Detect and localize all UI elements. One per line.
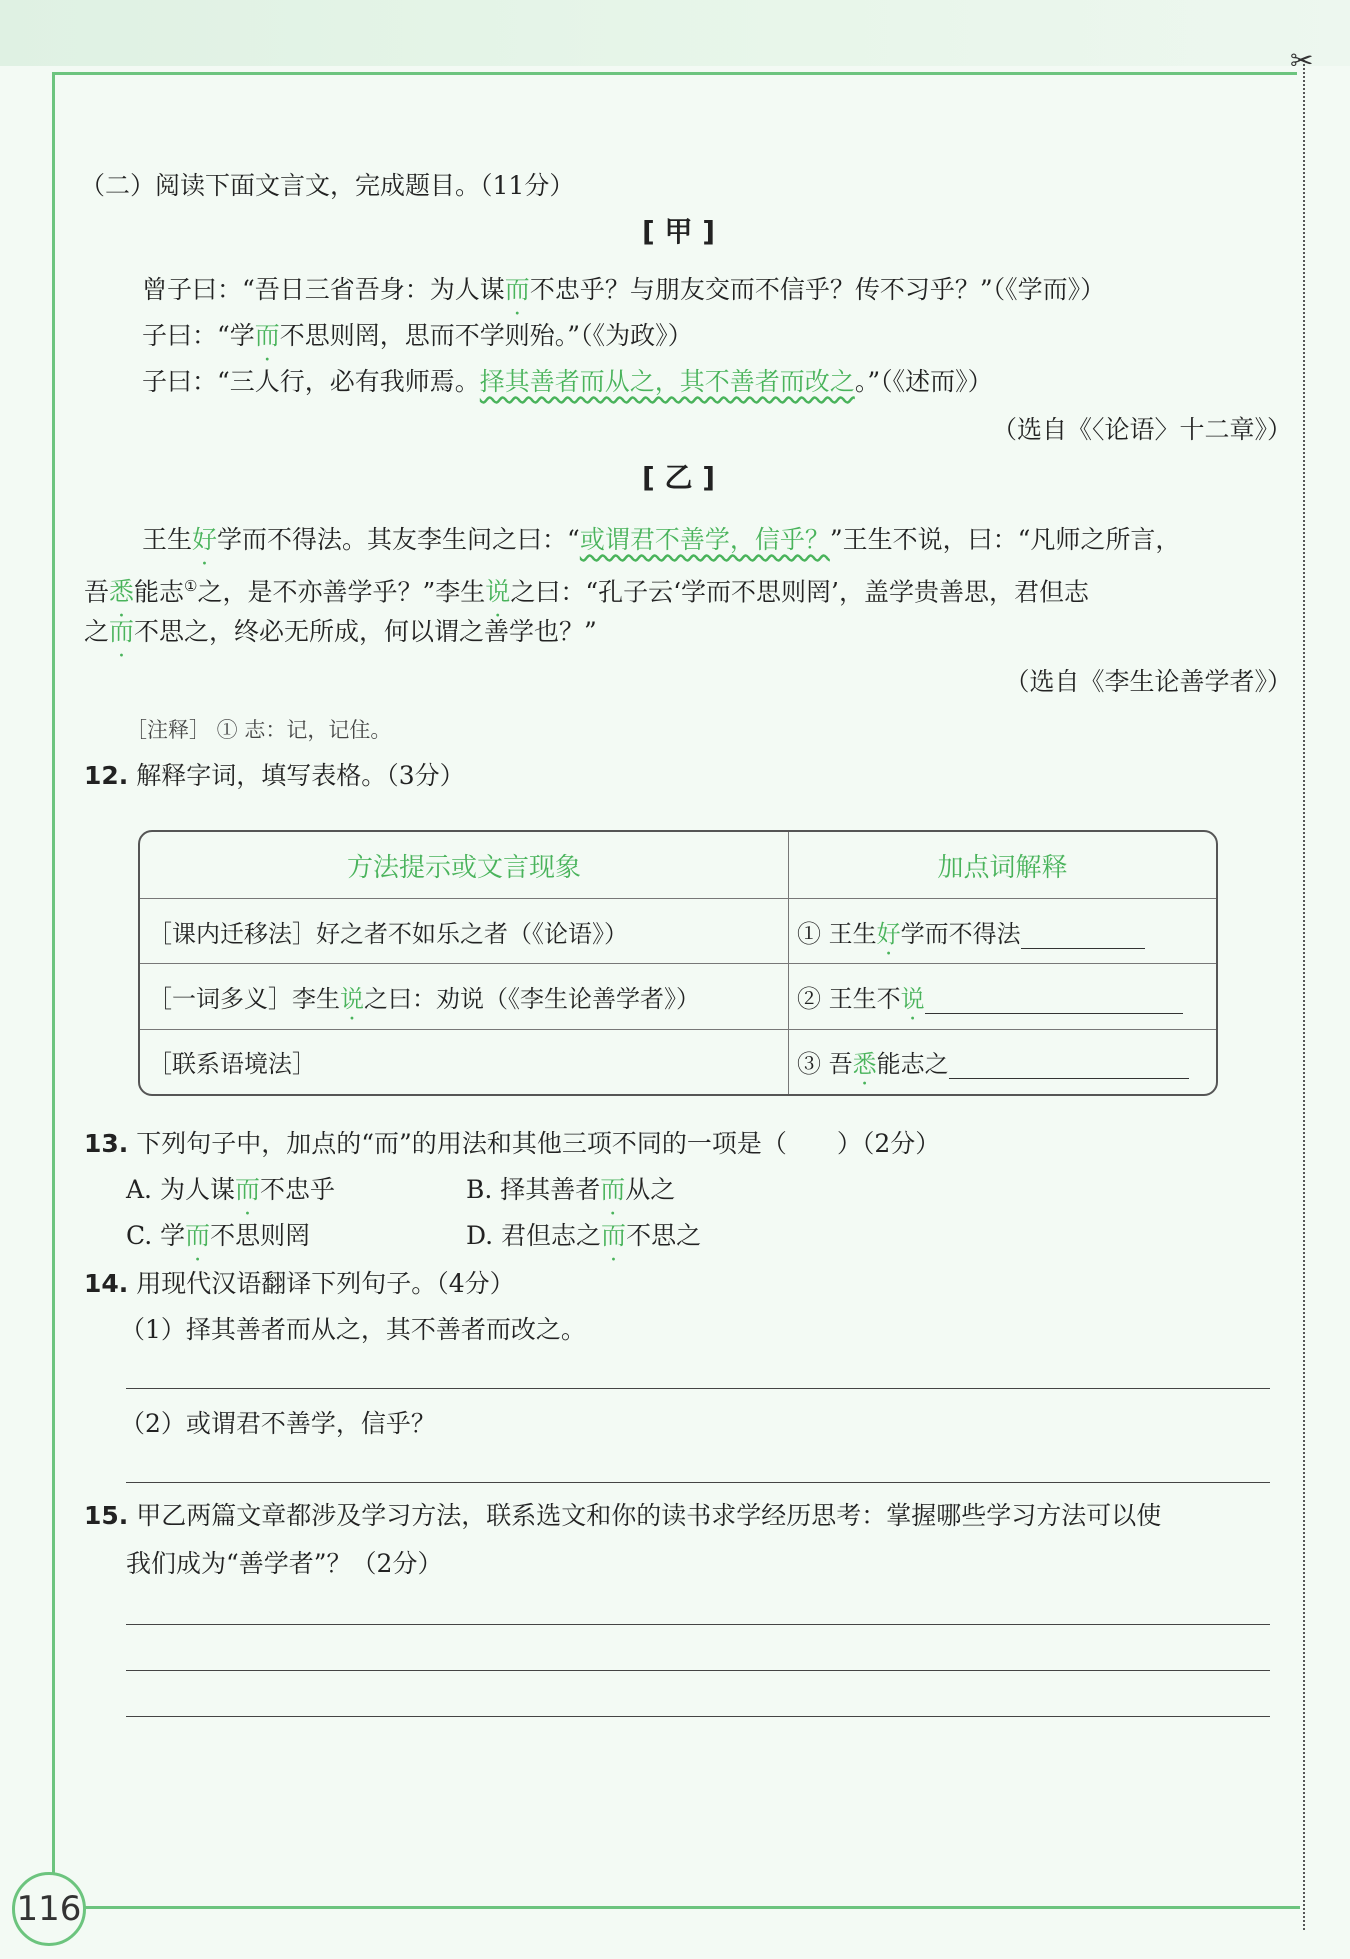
annotation: ［注释］ ① 志：记，记住。	[126, 718, 392, 742]
answer-line[interactable]	[126, 1670, 1270, 1671]
table-cell: ① 王生好学而不得法	[789, 899, 1217, 964]
table-header-explain: 加点词解释	[789, 832, 1217, 899]
q12-table	[138, 830, 1218, 1096]
table-header-method: 方法提示或文言现象	[140, 832, 789, 899]
answer-line[interactable]	[126, 1482, 1270, 1483]
table-cell: ③ 吾悉能志之	[789, 1029, 1217, 1094]
cut-line	[1303, 60, 1305, 1930]
footnote-marker: ①	[184, 577, 198, 595]
page-number: 116	[12, 1872, 86, 1946]
jia-line-1: 曾子曰：“吾日三省吾身：为人谋而不忠乎？与朋友交而不信乎？传不习乎？”（《学而》）	[142, 275, 1106, 304]
wavy-underlined-sentence: 择其善者而从之，其不善者而改之	[479, 367, 855, 396]
table-cell: ［课内迁移法］好之者不如乐之者（《论语》）	[140, 899, 789, 964]
dot-char: 而	[109, 617, 135, 646]
jia-source: （选自《〈论语〉十二章》）	[991, 415, 1292, 444]
jia-line-2: 子曰：“学而不思则罔，思而不学则殆。”（《为政》）	[142, 321, 693, 350]
q13-option-a[interactable]: A. 为人谋而不忠乎	[126, 1175, 335, 1204]
answer-blank[interactable]	[949, 1052, 1189, 1079]
q13-option-b[interactable]: B. 择其善者而从之	[466, 1175, 676, 1204]
table-cell: ［联系语境法］	[140, 1029, 789, 1094]
dot-char: 说	[485, 577, 511, 607]
q13-prompt: 13. 下列句子中，加点的“而”的用法和其他三项不同的一项是（ ）（2分）	[84, 1129, 941, 1158]
q13-option-c[interactable]: C. 学而不思则罔	[126, 1221, 311, 1250]
table-row	[140, 899, 1216, 964]
answer-line[interactable]	[126, 1716, 1270, 1717]
q13-option-d[interactable]: D. 君但志之而不思之	[466, 1221, 702, 1250]
bottom-rule	[80, 1906, 1300, 1909]
dot-char: 而	[504, 275, 530, 304]
wavy-underlined-sentence: 或谓君不善学，信乎？	[579, 525, 830, 554]
table-cell: ② 王生不说	[789, 964, 1217, 1029]
jia-heading: [ 甲 ]	[642, 215, 716, 248]
top-band	[0, 0, 1350, 66]
yi-line-3: 之而不思之，终必无所成，何以谓之善学也？”	[84, 617, 597, 646]
q14-item-2: （2）或谓君不善学，信乎？	[120, 1409, 436, 1438]
yi-line-1: 王生好学而不得法。其友李生问之曰：“或谓君不善学，信乎？”王生不说，曰：“凡师之所言，	[142, 525, 1181, 554]
yi-line-2: 吾悉能志①之，是不亦善学乎？”李生说之曰：“孔子云‘学而不思则罔’，盖学贵善思，君但志	[84, 577, 1089, 607]
jia-line-3: 子曰：“三人行，必有我师焉。择其善者而从之，其不善者而改之。”（《述而》）	[142, 367, 993, 396]
dot-char: 悉	[109, 577, 135, 607]
q12-prompt: 12. 解释字词，填写表格。（3分）	[84, 761, 465, 790]
table-row	[140, 1029, 1216, 1094]
section-title: （二）阅读下面文言文，完成题目。（11分）	[80, 171, 575, 200]
q15-prompt-line-2: 我们成为“善学者”？（2分）	[126, 1549, 443, 1578]
dot-char: 好	[192, 525, 218, 554]
table-row	[140, 964, 1216, 1029]
scissors-icon: ✂	[1290, 44, 1314, 77]
yi-heading: [ 乙 ]	[642, 461, 716, 494]
table-cell: ［一词多义］李生说之曰：劝说（《李生论善学者》）	[140, 964, 789, 1029]
dot-char: 而	[254, 321, 280, 350]
yi-source: （选自《李生论善学者》）	[1004, 667, 1292, 696]
q15-prompt-line-1: 15. 甲乙两篇文章都涉及学习方法，联系选文和你的读书求学经历思考：掌握哪些学习方法可以使	[84, 1501, 1162, 1530]
answer-line[interactable]	[126, 1624, 1270, 1625]
answer-blank[interactable]	[925, 987, 1183, 1014]
q14-item-1: （1）择其善者而从之，其不善者而改之。	[120, 1315, 586, 1344]
answer-blank[interactable]	[1021, 922, 1145, 949]
q14-prompt: 14. 用现代汉语翻译下列句子。（4分）	[84, 1269, 515, 1298]
answer-line[interactable]	[126, 1388, 1270, 1389]
